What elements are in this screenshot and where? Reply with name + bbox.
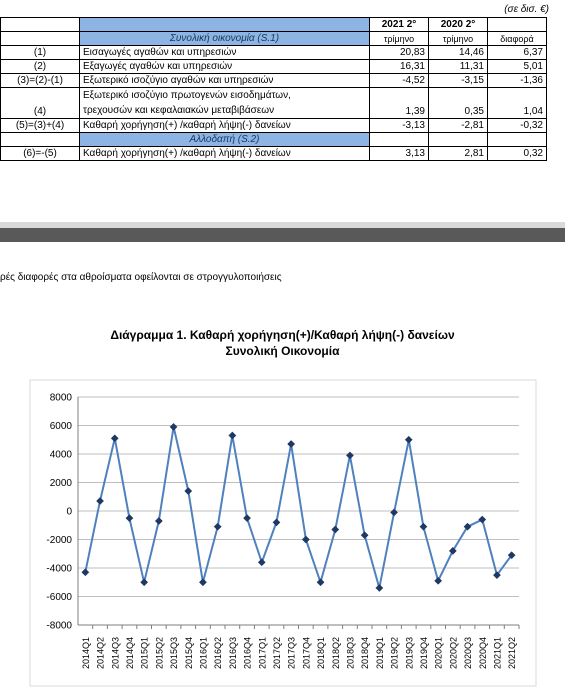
row-value-2020: 2,81 <box>429 147 488 161</box>
page-break-band <box>0 228 565 242</box>
row-value-diff: 5,01 <box>488 60 547 74</box>
table-row <box>1 46 547 60</box>
row-value-2021: 1,39 <box>370 88 429 119</box>
col-header-2020: 2020 2° <box>429 18 488 32</box>
data-point <box>479 516 486 523</box>
y-tick-label: 6000 <box>49 421 72 432</box>
data-point <box>199 579 206 586</box>
section2-empty-cell <box>1 133 80 147</box>
data-point <box>405 436 412 443</box>
x-axis-ticks <box>81 625 519 669</box>
chart-title: Διάγραμμα 1. Καθαρή χορήγηση(+)/Καθαρή λήψη(-) δανείων <box>110 328 455 342</box>
row-value-2020: -2,81 <box>429 119 488 133</box>
row-label-line1: Εξωτερικό ισοζύγιο πρωτογενών εισοδημάτων, <box>83 90 291 101</box>
x-tick-label: 2018Q2 <box>330 636 341 669</box>
row-value-2021: 20,83 <box>370 46 429 60</box>
y-tick-label: -4000 <box>46 563 72 575</box>
x-tick-label: 2014Q3 <box>110 636 121 669</box>
row-code: (5)=(3)+(4) <box>1 119 80 133</box>
section2-label: Αλλοδαπή (S.2) <box>80 133 370 147</box>
x-tick-label: 2016Q3 <box>227 636 238 669</box>
row-value-2020: 14,46 <box>429 46 488 60</box>
row-value-diff: -0,32 <box>488 119 547 133</box>
table-subheader-row <box>1 32 547 46</box>
table-row <box>1 88 547 119</box>
y-tick-label: -2000 <box>46 535 72 546</box>
y-tick-label: -6000 <box>46 592 72 603</box>
data-point <box>82 569 89 576</box>
row-code: (2) <box>1 60 80 74</box>
row-value-2020: 0,35 <box>429 88 488 119</box>
x-tick-label: 2021Q2 <box>507 636 518 669</box>
data-point <box>420 523 427 530</box>
section2-row <box>1 133 547 147</box>
y-tick-label: 2000 <box>49 478 72 489</box>
row-value-2020: -3,15 <box>429 74 488 88</box>
data-point <box>243 515 250 522</box>
col-sub-2021: τρίμηνο <box>370 32 429 46</box>
x-tick-label: 2014Q4 <box>124 636 135 669</box>
data-point <box>361 532 368 539</box>
col-header-2021: 2021 2° <box>370 18 429 32</box>
row-value-2021: 3,13 <box>370 147 429 161</box>
table-row <box>1 147 547 161</box>
data-point <box>141 579 148 586</box>
x-tick-label: 2015Q4 <box>183 636 194 669</box>
data-point <box>273 519 280 526</box>
row-value-diff: -1,36 <box>488 74 547 88</box>
row-value-2021: -4,52 <box>370 74 429 88</box>
data-point <box>317 579 324 586</box>
data-point <box>302 536 309 543</box>
data-point <box>376 584 383 591</box>
data-point <box>155 517 162 524</box>
data-point <box>258 559 265 566</box>
row-value-diff: 6,37 <box>488 46 547 60</box>
x-tick-label: 2017Q2 <box>271 636 282 669</box>
data-point <box>390 509 397 516</box>
data-point <box>185 487 192 494</box>
unit-note: (σε δισ. €) <box>504 4 549 15</box>
header-empty-cell <box>1 18 80 32</box>
x-tick-label: 2018Q3 <box>345 636 356 669</box>
y-axis-ticks <box>46 393 72 632</box>
y-tick-label: -8000 <box>46 620 72 632</box>
row-value-2021: 16,31 <box>370 60 429 74</box>
row-value-2020: 11,31 <box>429 60 488 74</box>
header-blue-cell <box>80 18 370 32</box>
table-row <box>1 119 547 133</box>
x-tick-label: 2017Q1 <box>257 636 268 669</box>
x-tick-label: 2019Q3 <box>404 636 415 669</box>
line-chart <box>0 370 565 691</box>
data-point <box>170 423 177 430</box>
x-tick-label: 2019Q4 <box>418 636 429 669</box>
x-tick-label: 2020Q1 <box>433 636 444 669</box>
x-tick-label: 2021Q1 <box>492 636 503 669</box>
x-tick-label: 2016Q1 <box>198 636 209 669</box>
subheader-empty-cell <box>1 32 80 46</box>
chart-grid <box>30 380 536 686</box>
chart-title-block <box>0 327 565 359</box>
data-point <box>96 497 103 504</box>
data-point <box>288 440 295 447</box>
chart-subtitle: Συνολική Οικονομία <box>225 344 340 358</box>
x-tick-label: 2017Q3 <box>286 636 297 669</box>
x-tick-label: 2017Q4 <box>301 636 312 669</box>
x-tick-label: 2016Q2 <box>213 636 224 669</box>
x-tick-label: 2020Q2 <box>448 636 459 669</box>
row-code: (1) <box>1 46 80 60</box>
x-tick-label: 2014Q2 <box>95 636 106 669</box>
row-value-2021: -3,13 <box>370 119 429 133</box>
row-label-line2: τρεχουσών και κεφαλαιακών μεταβιβάσεων <box>83 105 275 116</box>
row-code: (3)=(2)-(1) <box>1 74 80 88</box>
x-tick-label: 2018Q1 <box>316 636 327 669</box>
row-label: Καθαρή χορήγηση(+) /καθαρή λήψη(-) δανείων <box>80 119 370 133</box>
row-label <box>80 88 370 119</box>
y-tick-label: 8000 <box>49 392 72 404</box>
row-value-diff: 1,04 <box>488 88 547 119</box>
x-tick-label: 2019Q1 <box>374 636 385 669</box>
row-code: (6)=-(5) <box>1 147 80 161</box>
economy-table <box>0 17 547 161</box>
series-line <box>85 427 511 588</box>
data-point <box>435 577 442 584</box>
col-sub-diff: διαφορά <box>488 32 547 46</box>
table-top-note <box>0 0 565 16</box>
x-tick-label: 2015Q2 <box>154 636 165 669</box>
x-tick-label: 2015Q3 <box>169 636 180 669</box>
data-point <box>346 452 353 459</box>
x-tick-label: 2015Q1 <box>139 636 150 669</box>
row-label: Καθαρή χορήγηση(+) /καθαρή λήψη(-) δανείων <box>80 147 370 161</box>
x-tick-label: 2016Q4 <box>242 636 253 669</box>
data-point <box>214 523 221 530</box>
x-tick-label: 2019Q2 <box>389 636 400 669</box>
section1-label: Συνολική οικονομία (S.1) <box>80 32 370 46</box>
col-header-diff-top <box>488 18 547 32</box>
data-point <box>126 515 133 522</box>
rounding-footnote: ρές διαφορές στα αθροίσματα οφείλονται σε στρογγυλοποιήσεις <box>0 272 282 283</box>
x-tick-label: 2018Q4 <box>360 636 371 669</box>
section2-blank-diff <box>488 133 547 147</box>
col-sub-2020: τρίμηνο <box>429 32 488 46</box>
data-point <box>111 435 118 442</box>
row-label: Εισαγωγές αγαθών και υπηρεσιών <box>80 46 370 60</box>
x-tick-label: 2020Q4 <box>477 636 488 669</box>
chart-series <box>82 423 516 591</box>
x-tick-label: 2020Q3 <box>463 636 474 669</box>
table-header-row <box>1 18 547 32</box>
row-label: Εξαγωγές αγαθών και υπηρεσιών <box>80 60 370 74</box>
row-label: Εξωτερικό ισοζύγιο αγαθών και υπηρεσιών <box>80 74 370 88</box>
table-row <box>1 74 547 88</box>
section2-blank-2021 <box>370 133 429 147</box>
y-tick-label: 0 <box>66 506 72 518</box>
table-row <box>1 60 547 74</box>
section2-blank-2020 <box>429 133 488 147</box>
data-point <box>229 432 236 439</box>
y-tick-label: 4000 <box>49 449 72 461</box>
data-point <box>332 526 339 533</box>
row-value-diff: 0,32 <box>488 147 547 161</box>
row-code: (4) <box>1 88 80 119</box>
x-tick-label: 2014Q1 <box>80 636 91 669</box>
